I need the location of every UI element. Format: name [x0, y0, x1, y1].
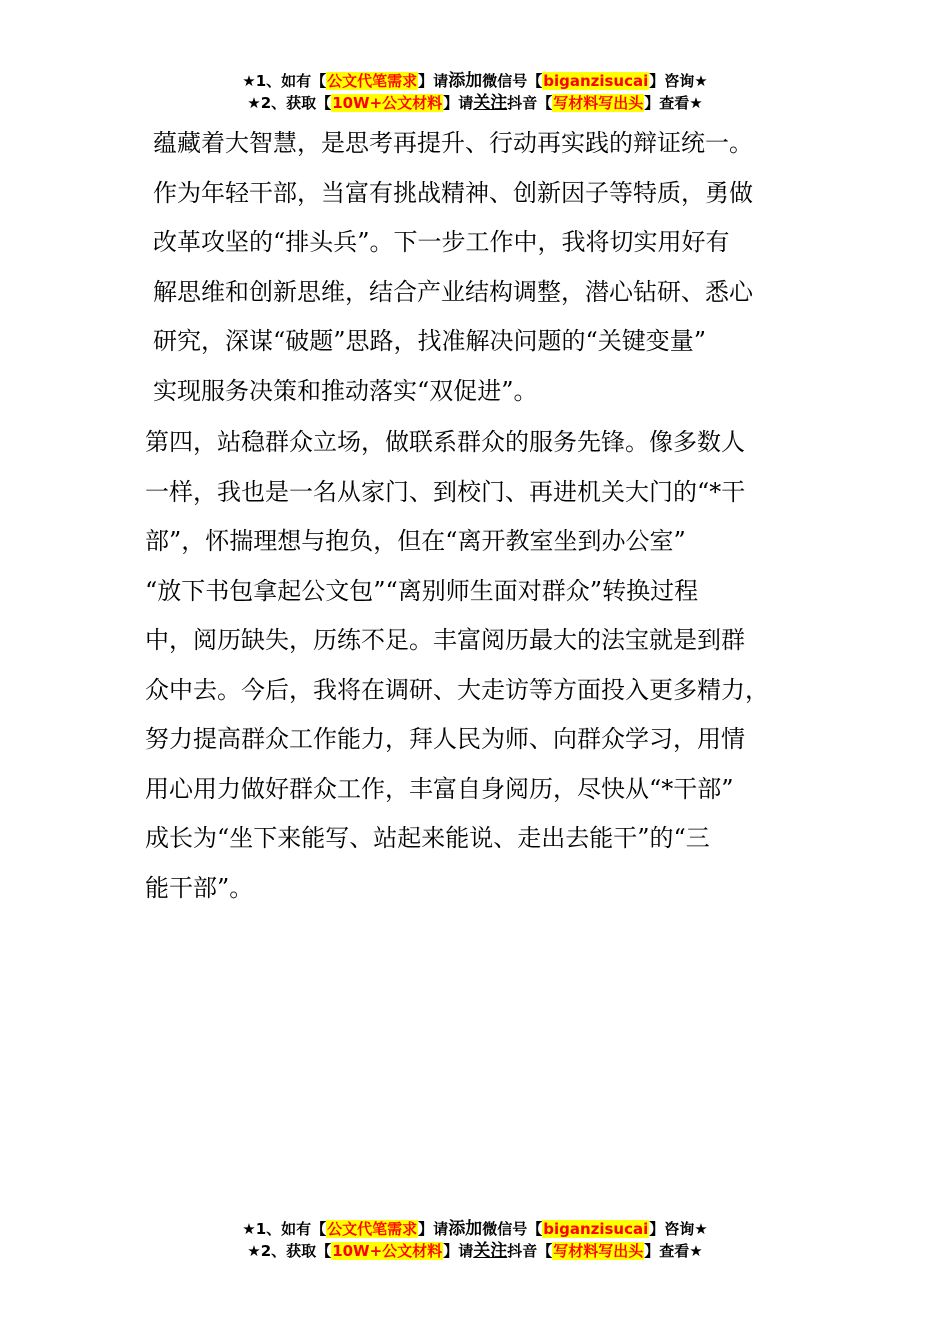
text-line: 第四，站稳群众立场，做联系群众的服务先锋。像多数人	[145, 428, 745, 456]
header-text: 】请	[443, 94, 474, 112]
header-text: 】查看★	[644, 94, 703, 112]
text-line: 用心用力做好群众工作，丰富自身阅历，尽快从“*干部”	[145, 774, 734, 803]
footer-line-1	[0, 1218, 950, 1240]
header-line-2	[0, 92, 950, 114]
highlight-douyin: 写材料写出头	[553, 1242, 644, 1260]
header-text: ★1、如有【	[242, 72, 327, 90]
header-text: 】咨询★	[649, 72, 708, 90]
text-line: 作为年轻干部，当富有挑战精神、创新因子等特质，勇做	[153, 178, 753, 207]
text-line: 改革攻坚的“排头兵”。下一步工作中，我将切实用好有	[153, 228, 730, 256]
text-line: 成长为“坐下来能写、站起来能说、走出去能干”的“三	[145, 824, 710, 852]
text-line: 众中去。今后，我将在调研、大走访等方面投入更多精力，	[145, 675, 769, 704]
paragraph-1	[153, 119, 753, 416]
footer-text: 】咨询★	[649, 1220, 708, 1238]
text-line: 能干部”。	[145, 873, 254, 902]
text-line: 中，阅历缺失，历练不足。丰富阅历最大的法宝就是到群	[145, 626, 745, 654]
footer-text: 微信号【	[482, 1220, 543, 1238]
highlight-douyin: 写材料写出头	[553, 94, 644, 112]
footer-line-2	[0, 1240, 950, 1262]
header-text: 抖音【	[507, 94, 553, 112]
header-banner	[0, 70, 950, 114]
footer-text: 】请	[418, 1220, 449, 1238]
text-line: 一样，我也是一名从家门、到校门、再进机关大门的“*干	[145, 477, 746, 506]
text-line: “放下书包拿起公文包”“离别师生面对群众”转换过程	[145, 576, 699, 605]
header-text: 】请	[418, 72, 449, 90]
highlight-wechat-id: biganzisucai	[543, 72, 649, 90]
header-line-1	[0, 70, 950, 92]
highlight-materials: 10W+公文材料	[332, 1242, 443, 1260]
text-line: 蕴藏着大智慧，是思考再提升、行动再实践的辩证统一。	[153, 129, 753, 157]
highlight-ghostwriting: 公文代笔需求	[327, 72, 418, 90]
footer-text: ★1、如有【	[242, 1220, 327, 1238]
footer-text: ★2、获取【	[247, 1242, 332, 1260]
footer-text: 关注	[473, 1241, 508, 1261]
paragraph-2	[145, 418, 769, 913]
footer-text: 】查看★	[644, 1242, 703, 1260]
text-line: 解思维和创新思维，结合产业结构调整，潜心钻研、悉心	[153, 277, 753, 306]
highlight-materials: 10W+公文材料	[332, 94, 443, 112]
footer-text: 抖音【	[507, 1242, 553, 1260]
footer-text: 添加	[448, 1219, 483, 1239]
header-text: 关注	[473, 93, 508, 113]
footer-text: 】请	[443, 1242, 474, 1260]
text-line: 实现服务决策和推动落实“双促进”。	[153, 376, 538, 405]
highlight-ghostwriting: 公文代笔需求	[327, 1220, 418, 1238]
header-text: ★2、获取【	[247, 94, 332, 112]
text-line: 研究，深谋“破题”思路，找准解决问题的“关键变量”	[153, 327, 707, 355]
header-text: 添加	[448, 71, 483, 91]
header-text: 微信号【	[482, 72, 543, 90]
text-line: 部”，怀揣理想与抱负，但在“离开教室坐到办公室”	[145, 527, 686, 555]
highlight-wechat-id: biganzisucai	[543, 1220, 649, 1238]
text-line: 努力提高群众工作能力，拜人民为师、向群众学习，用情	[145, 725, 745, 753]
footer-banner	[0, 1218, 950, 1262]
